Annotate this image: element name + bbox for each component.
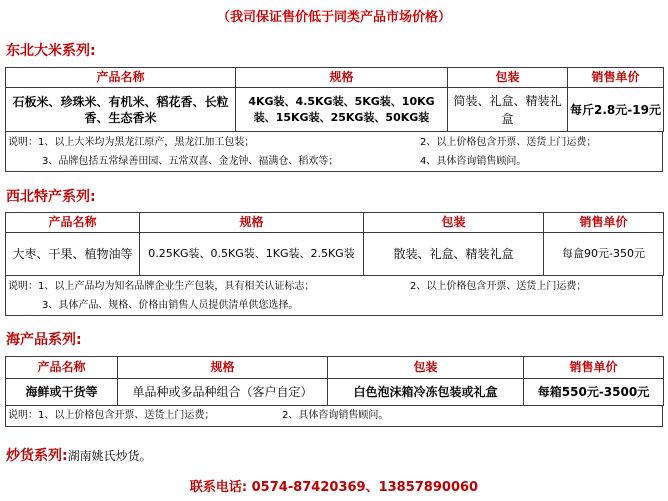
northwest-note-2: 2、以上价格包含开票、送货上门运费； <box>410 281 587 292</box>
northwest-note-1: 说明：1、以上产品均为知名品牌企业生产包装，具有相关认证标志； <box>8 281 315 292</box>
contact-label: 联系电话: <box>189 480 248 495</box>
rice-note-3: 3、品牌包括五常绿善田园、五常双喜、金龙钟、福满仓、稻欢等； <box>42 156 339 167</box>
contact-phone-numbers[interactable]: 0574-87420369、13857890060 <box>251 480 479 495</box>
rice-note-4: 4、具体咨询销售顾问。 <box>420 156 527 167</box>
rice-table <box>5 67 664 132</box>
contact-line <box>0 476 668 495</box>
seafood-table <box>5 356 664 406</box>
seafood-price: 每箱550元-3500元 <box>524 379 664 406</box>
rice-notes <box>5 132 663 172</box>
seafood-note-1: 说明：1、以上价格包含开票、送货上门运费； <box>8 410 215 421</box>
seafood-packaging: 白色泡沫箱冷冻包装或礼盒 <box>328 379 524 406</box>
col-header-price: 销售单价 <box>524 357 664 379</box>
seafood-notes <box>5 405 663 427</box>
stirfry-section-title: 炒货系列: <box>6 448 68 464</box>
rice-note-1: 说明：1、以上大米均为黑龙江原产，黑龙江加工包装； <box>8 137 255 148</box>
col-header-pack: 包装 <box>328 357 524 379</box>
rice-price: 每斤2.8元-19元 <box>568 88 664 132</box>
col-header-price: 销售单价 <box>544 213 664 233</box>
rice-section-title: 东北大米系列: <box>6 43 96 59</box>
northwest-notes <box>5 276 663 316</box>
stirfry-section <box>6 445 152 465</box>
rice-specs: 4KG装、4.5KG装、5KG装、10KG装、15KG装、25KG装、50KG装 <box>236 88 448 132</box>
seafood-note-2: 2、具体咨询销售顾问。 <box>282 410 389 421</box>
rice-note-2: 2、以上价格包含开票、送货上门运费； <box>420 137 597 148</box>
rice-packaging: 简装、礼盒、精装礼盒 <box>448 88 568 132</box>
seafood-specs: 单品种或多品种组合（客户自定） <box>118 379 328 406</box>
northwest-packaging: 散装、礼盒、精装礼盒 <box>364 233 544 276</box>
price-guarantee-note: （我司保证售价低于同类产品市场价格） <box>216 10 451 25</box>
northwest-product-names: 大枣、干果、植物油等 <box>6 233 140 276</box>
northwest-section-title: 西北特产系列: <box>6 189 96 205</box>
col-header-spec: 规格 <box>236 68 448 88</box>
rice-product-names: 石板米、珍珠米、有机米、稻花香、长粒香、生态香米 <box>6 88 236 132</box>
col-header-name: 产品名称 <box>6 68 236 88</box>
col-header-name: 产品名称 <box>6 213 140 233</box>
seafood-product-names: 海鲜或干货等 <box>6 379 118 406</box>
northwest-specs: 0.25KG装、0.5KG装、1KG装、2.5KG装 <box>140 233 364 276</box>
northwest-price: 每盒90元-350元 <box>544 233 664 276</box>
seafood-section-title: 海产品系列: <box>6 332 82 348</box>
stirfry-text: 湖南姚氏炒货。 <box>67 449 152 463</box>
col-header-name: 产品名称 <box>6 357 118 379</box>
col-header-pack: 包装 <box>448 68 568 88</box>
col-header-price: 销售单价 <box>568 68 664 88</box>
northwest-table <box>5 212 664 276</box>
northwest-note-3: 3、具体产品、规格、价格由销售人员提供清单供您选择。 <box>42 300 299 311</box>
col-header-spec: 规格 <box>140 213 364 233</box>
col-header-pack: 包装 <box>364 213 544 233</box>
col-header-spec: 规格 <box>118 357 328 379</box>
